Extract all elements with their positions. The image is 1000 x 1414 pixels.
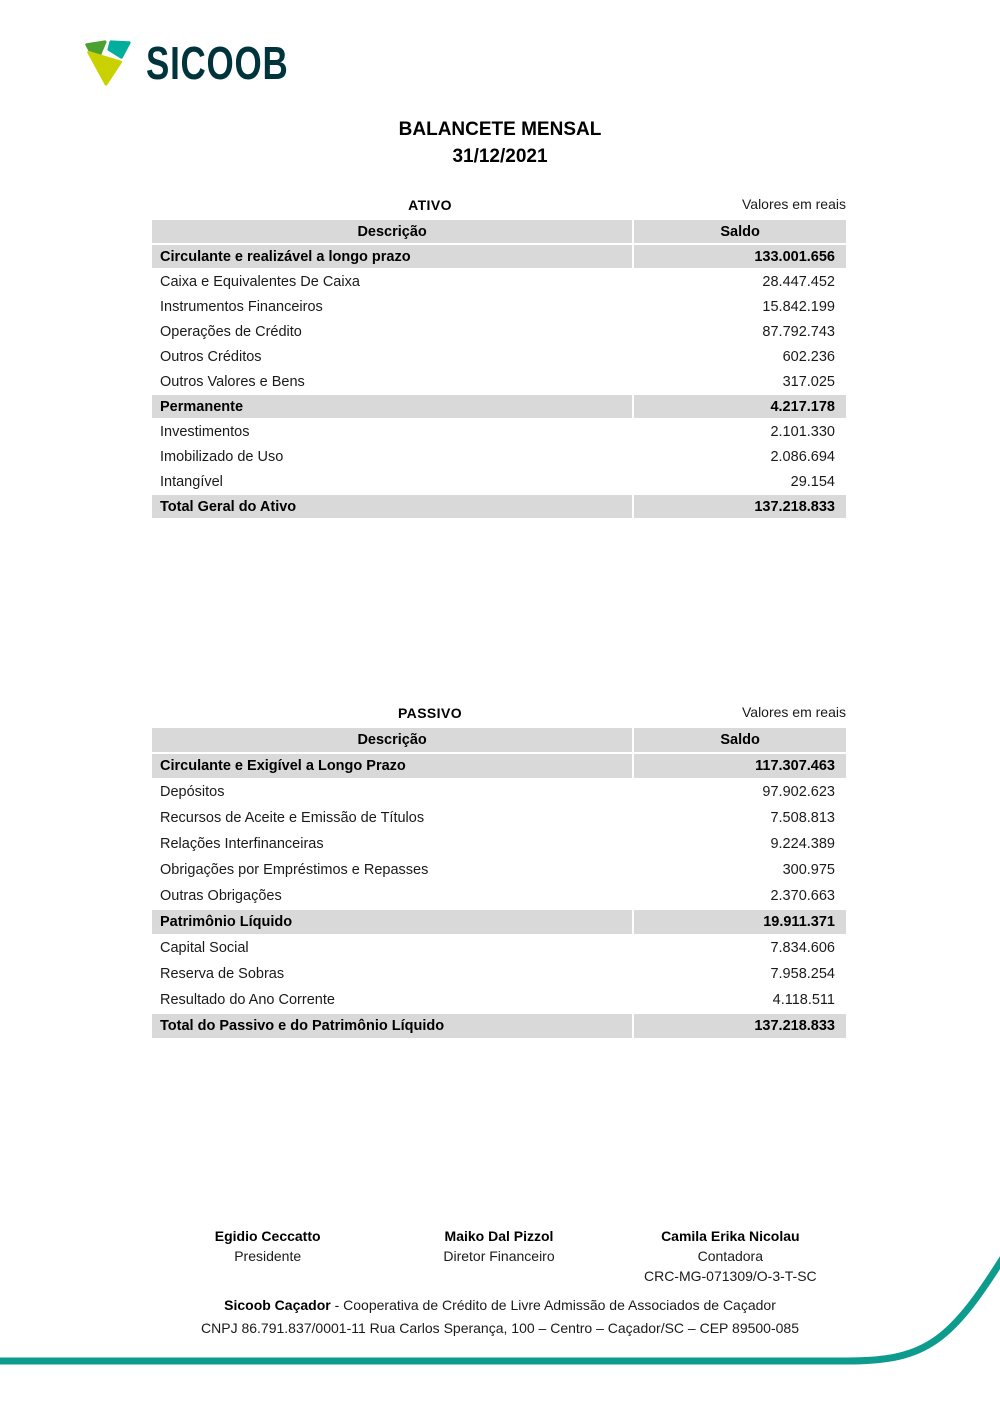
row-label: Recursos de Aceite e Emissão de Títulos (160, 810, 425, 826)
sicoob-logo-text: SICOOB (146, 37, 289, 89)
logo-triangle-lime (89, 52, 121, 84)
table-row (152, 295, 846, 320)
row-label: Patrimônio Líquido (160, 914, 293, 930)
row-value: 317.025 (632, 370, 846, 393)
sicoob-triangles-icon (80, 37, 134, 89)
row-value: 137.218.833 (632, 495, 846, 518)
row-value: 7.834.606 (632, 936, 846, 960)
passivo-section (152, 704, 846, 1040)
column-header-balance: Saldo (632, 728, 846, 752)
table-row (152, 936, 846, 962)
row-label: Circulante e Exigível a Longo Prazo (160, 758, 406, 774)
ativo-section-head (152, 196, 846, 220)
row-label: Instrumentos Financeiros (160, 298, 323, 315)
ativo-section-label: ATIVO (408, 197, 452, 213)
row-label: Total Geral do Ativo (160, 498, 297, 515)
row-label: Operações de Crédito (160, 323, 302, 340)
row-label: Outras Obrigações (160, 888, 282, 904)
footer-line-2: CNPJ 86.791.837/0001-11 Rua Carlos Sperança, 100 – Centro – Caçador/SC – CEP 89500-085 (201, 1320, 799, 1336)
row-label: Imobilizado de Uso (160, 448, 284, 465)
signature-registration: CRC-MG-071309/O-3-T-SC (643, 1268, 817, 1284)
table-row (152, 962, 846, 988)
footer-company-description: - Cooperativa de Crédito de Livre Admissão de Associados de Caçador (330, 1297, 776, 1313)
logo-triangle-teal (109, 42, 129, 57)
signature (615, 1226, 846, 1286)
footer-line-1 (0, 1294, 1000, 1317)
row-label: Outros Créditos (160, 348, 262, 365)
row-label: Investimentos (160, 423, 250, 440)
row-value: 9.224.389 (632, 832, 846, 856)
ativo-section (152, 196, 846, 520)
row-label: Intangível (160, 473, 223, 490)
row-value: 602.236 (632, 345, 846, 368)
row-label: Relações Interfinanceiras (160, 836, 324, 852)
row-value: 4.118.511 (632, 988, 846, 1012)
table-row (152, 395, 846, 420)
footer-company-name: Sicoob Caçador (224, 1297, 331, 1313)
row-value: 4.217.178 (632, 395, 846, 418)
signature (383, 1226, 614, 1286)
row-label: Obrigações por Empréstimos e Repasses (160, 862, 429, 878)
table-row (152, 988, 846, 1014)
table-row (152, 495, 846, 520)
signature-name: Egidio Ceccatto (214, 1228, 321, 1244)
row-value: 7.958.254 (632, 962, 846, 986)
signature-role: Presidente (234, 1248, 302, 1264)
signature (152, 1226, 383, 1286)
table-row (152, 858, 846, 884)
ativo-values-note: Valores em reais (741, 196, 846, 212)
row-value: 300.975 (632, 858, 846, 882)
table-row (152, 884, 846, 910)
row-label: Caixa e Equivalentes De Caixa (160, 273, 360, 290)
row-value: 117.307.463 (632, 754, 846, 778)
table-row (152, 270, 846, 295)
row-label: Resultado do Ano Corrente (160, 992, 335, 1008)
passivo-values-note: Valores em reais (741, 704, 846, 720)
table-row (152, 345, 846, 370)
column-header-description: Descrição (357, 223, 427, 240)
table-row (152, 832, 846, 858)
row-value: 19.911.371 (632, 910, 846, 934)
table-row (152, 245, 846, 270)
column-header-description: Descrição (357, 732, 427, 748)
signature-name: Camila Erika Nicolau (661, 1228, 800, 1244)
row-value: 29.154 (632, 470, 846, 493)
row-value: 28.447.452 (632, 270, 846, 293)
table-row (152, 780, 846, 806)
row-value: 97.902.623 (632, 780, 846, 804)
row-label: Circulante e realizável a longo prazo (160, 248, 411, 265)
row-label: Outros Valores e Bens (160, 373, 305, 390)
row-value: 87.792.743 (632, 320, 846, 343)
column-header-balance: Saldo (632, 220, 846, 243)
row-value: 2.101.330 (632, 420, 846, 443)
passivo-table (152, 728, 846, 1040)
table-row (152, 754, 846, 780)
table-header-row (152, 728, 846, 754)
table-row (152, 320, 846, 345)
table-row (152, 1014, 846, 1040)
document-title: BALANCETE MENSAL (398, 119, 602, 140)
row-label: Total do Passivo e do Patrimônio Líquido (160, 1018, 445, 1034)
row-label: Depósitos (160, 784, 225, 800)
signature-name: Maiko Dal Pizzol (444, 1228, 554, 1244)
sicoob-logo (80, 36, 333, 90)
table-row (152, 470, 846, 495)
row-value: 137.218.833 (632, 1014, 846, 1038)
row-value: 133.001.656 (632, 245, 846, 268)
table-row (152, 420, 846, 445)
row-value: 2.370.663 (632, 884, 846, 908)
document-date: 31/12/2021 (452, 146, 548, 167)
row-value: 15.842.199 (632, 295, 846, 318)
row-label: Capital Social (160, 940, 249, 956)
footer-block (0, 1294, 1000, 1340)
signature-role: Contadora (697, 1248, 764, 1264)
table-row (152, 910, 846, 936)
row-label: Reserva de Sobras (160, 966, 285, 982)
signature-role: Diretor Financeiro (443, 1248, 555, 1264)
table-row (152, 370, 846, 395)
passivo-section-head (152, 704, 846, 728)
ativo-table (152, 220, 846, 520)
table-row (152, 445, 846, 470)
row-value: 7.508.813 (632, 806, 846, 830)
table-header-row (152, 220, 846, 245)
passivo-section-label: PASSIVO (397, 705, 462, 721)
table-row (152, 806, 846, 832)
title-block (0, 116, 1000, 170)
row-value: 2.086.694 (632, 445, 846, 468)
row-label: Permanente (160, 398, 244, 415)
signatures-block (152, 1226, 846, 1286)
